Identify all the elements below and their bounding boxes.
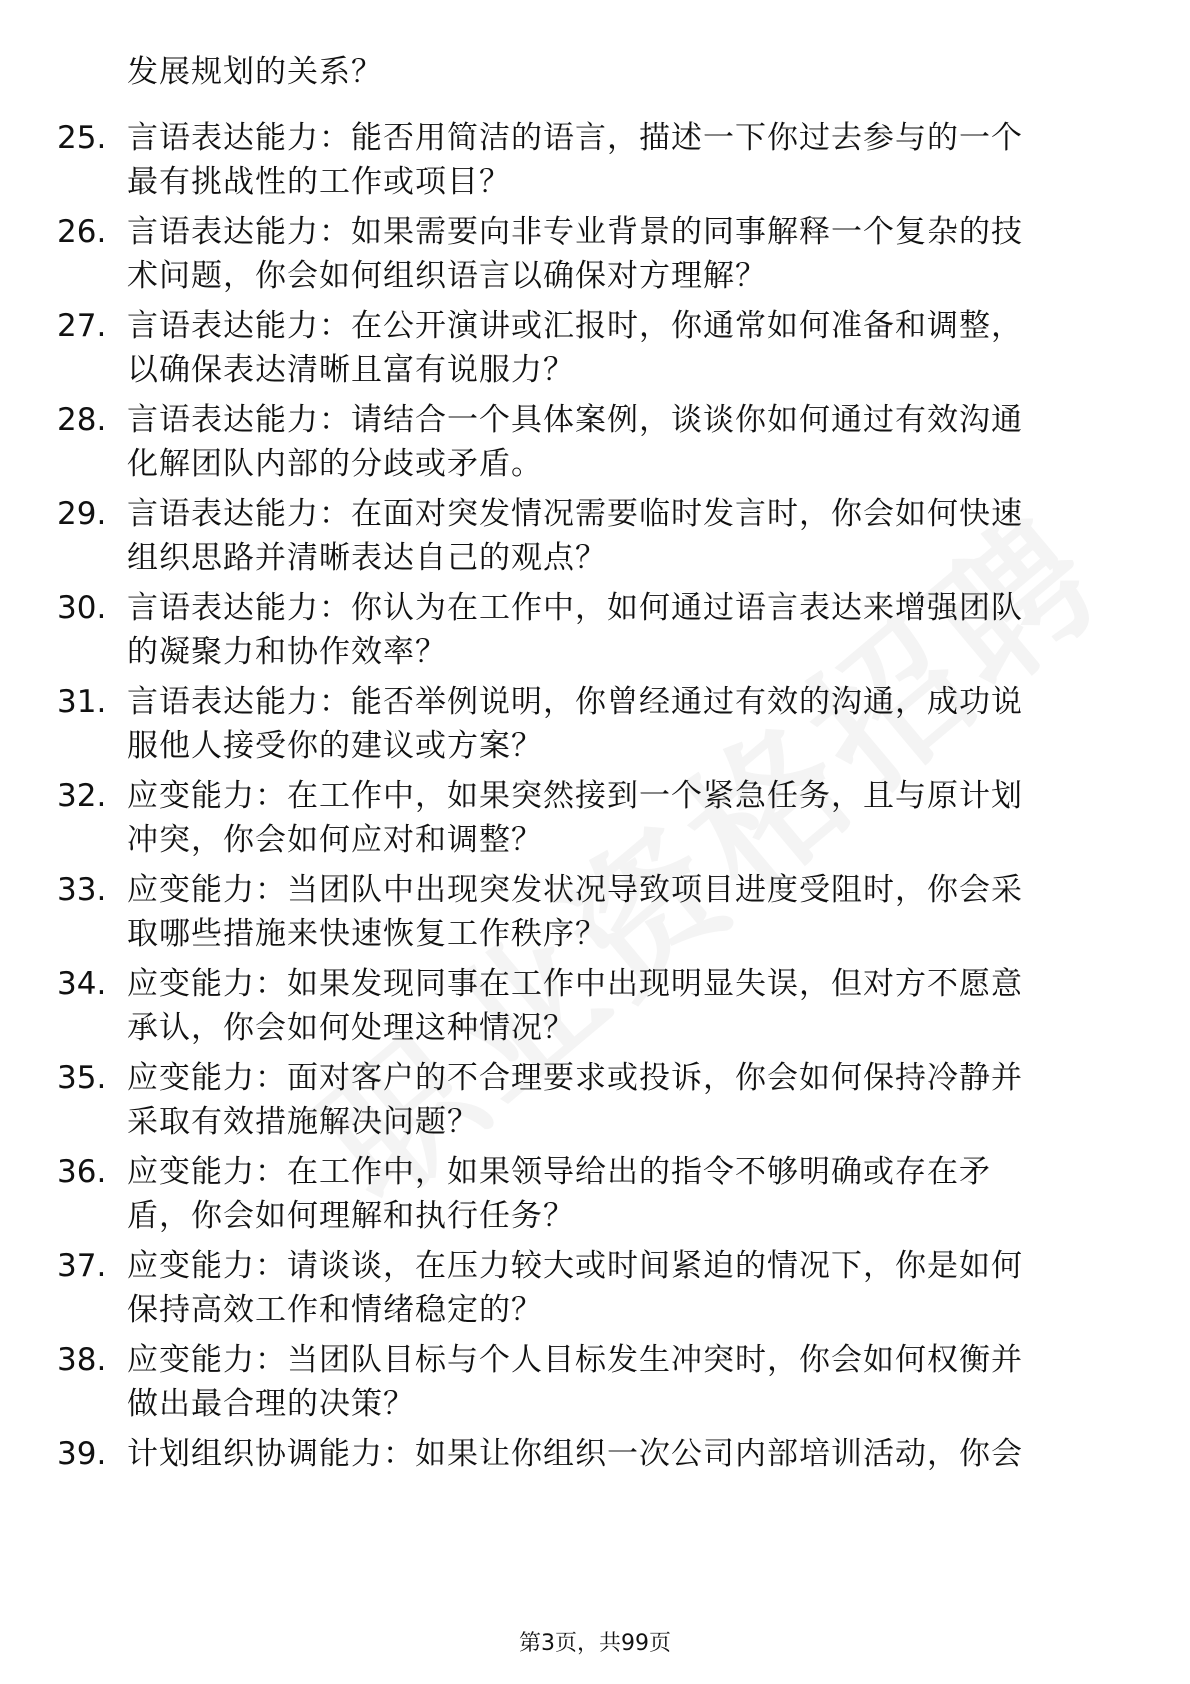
continued-question-text: 发展规划的关系？ — [127, 54, 383, 90]
question-text-line: 盾，你会如何理解和执行任务？ — [127, 1198, 575, 1234]
question-number: 29. — [57, 496, 107, 532]
question-text-line: 言语表达能力：你认为在工作中，如何通过语言表达来增强团队 — [127, 590, 1023, 626]
question-number: 34. — [57, 966, 107, 1002]
page-footer: 第3页，共99页 — [519, 1631, 671, 1656]
question-text-line: 冲突，你会如何应对和调整？ — [127, 822, 543, 858]
question-item — [0, 210, 1190, 304]
question-number: 36. — [57, 1154, 107, 1190]
question-text-line: 应变能力：在工作中，如果突然接到一个紧急任务，且与原计划 — [127, 778, 1023, 814]
question-text-line: 的凝聚力和协作效率？ — [127, 634, 447, 670]
question-item — [0, 116, 1190, 210]
question-number: 38. — [57, 1342, 107, 1378]
question-text-line: 应变能力：面对客户的不合理要求或投诉，你会如何保持冷静并 — [127, 1060, 1023, 1096]
question-item — [0, 680, 1190, 774]
question-text — [127, 680, 1117, 768]
question-item — [0, 1432, 1190, 1482]
question-text-line: 言语表达能力：能否举例说明，你曾经通过有效的沟通，成功说 — [127, 684, 1023, 720]
question-text-line: 做出最合理的决策？ — [127, 1386, 415, 1422]
question-number: 25. — [57, 120, 107, 156]
question-number: 27. — [57, 308, 107, 344]
question-text-line: 应变能力：如果发现同事在工作中出现明显失误，但对方不愿意 — [127, 966, 1023, 1002]
question-text — [127, 586, 1117, 674]
question-text-line: 化解团队内部的分歧或矛盾。 — [127, 446, 543, 482]
question-text-line: 言语表达能力：在公开演讲或汇报时，你通常如何准备和调整， — [127, 308, 1023, 344]
question-text-line: 采取有效措施解决问题？ — [127, 1104, 479, 1140]
question-item — [0, 1056, 1190, 1150]
question-number: 39. — [57, 1436, 107, 1472]
question-text — [127, 1244, 1117, 1332]
question-text-line: 言语表达能力：如果需要向非专业背景的同事解释一个复杂的技 — [127, 214, 1023, 250]
question-item — [0, 962, 1190, 1056]
question-item — [0, 398, 1190, 492]
question-text — [127, 774, 1117, 862]
question-text — [127, 868, 1117, 956]
question-text-line: 言语表达能力：能否用简洁的语言，描述一下你过去参与的一个 — [127, 120, 1023, 156]
question-text-line: 服他人接受你的建议或方案？ — [127, 728, 543, 764]
question-text — [127, 304, 1117, 392]
question-text-line: 计划组织协调能力：如果让你组织一次公司内部培训活动，你会 — [127, 1436, 1023, 1472]
question-text-line: 最有挑战性的工作或项目？ — [127, 164, 511, 200]
question-text — [127, 116, 1117, 204]
question-text-line: 应变能力：当团队目标与个人目标发生冲突时，你会如何权衡并 — [127, 1342, 1023, 1378]
question-number: 26. — [57, 214, 107, 250]
question-item — [0, 1338, 1190, 1432]
question-text-line: 言语表达能力：在面对突发情况需要临时发言时，你会如何快速 — [127, 496, 1023, 532]
question-item — [0, 304, 1190, 398]
question-text-line: 言语表达能力：请结合一个具体案例，谈谈你如何通过有效沟通 — [127, 402, 1023, 438]
question-number: 30. — [57, 590, 107, 626]
question-item — [0, 492, 1190, 586]
question-item — [0, 586, 1190, 680]
question-text — [127, 398, 1117, 486]
question-text — [127, 1338, 1117, 1426]
question-text — [127, 210, 1117, 298]
question-text — [127, 1432, 1117, 1476]
question-number: 33. — [57, 872, 107, 908]
question-number: 35. — [57, 1060, 107, 1096]
question-text-line: 应变能力：在工作中，如果领导给出的指令不够明确或存在矛 — [127, 1154, 991, 1190]
question-list — [0, 116, 1190, 1482]
question-text-line: 应变能力：请谈谈，在压力较大或时间紧迫的情况下，你是如何 — [127, 1248, 1023, 1284]
question-item — [0, 1150, 1190, 1244]
question-text-line: 组织思路并清晰表达自己的观点？ — [127, 540, 607, 576]
question-item — [0, 774, 1190, 868]
question-text — [127, 492, 1117, 580]
question-number: 32. — [57, 778, 107, 814]
question-item — [0, 868, 1190, 962]
question-item — [0, 1244, 1190, 1338]
question-text — [127, 1056, 1117, 1144]
question-text-line: 应变能力：当团队中出现突发状况导致项目进度受阻时，你会采 — [127, 872, 1023, 908]
question-text-line: 保持高效工作和情绪稳定的？ — [127, 1292, 543, 1328]
question-text — [127, 1150, 1117, 1238]
question-text-line: 取哪些措施来快速恢复工作秩序？ — [127, 916, 607, 952]
question-text-line: 术问题，你会如何组织语言以确保对方理解？ — [127, 258, 767, 294]
question-number: 28. — [57, 402, 107, 438]
question-text — [127, 962, 1117, 1050]
question-number: 31. — [57, 684, 107, 720]
question-number: 37. — [57, 1248, 107, 1284]
question-text-line: 承认，你会如何处理这种情况？ — [127, 1010, 575, 1046]
question-text-line: 以确保表达清晰且富有说服力？ — [127, 352, 575, 388]
